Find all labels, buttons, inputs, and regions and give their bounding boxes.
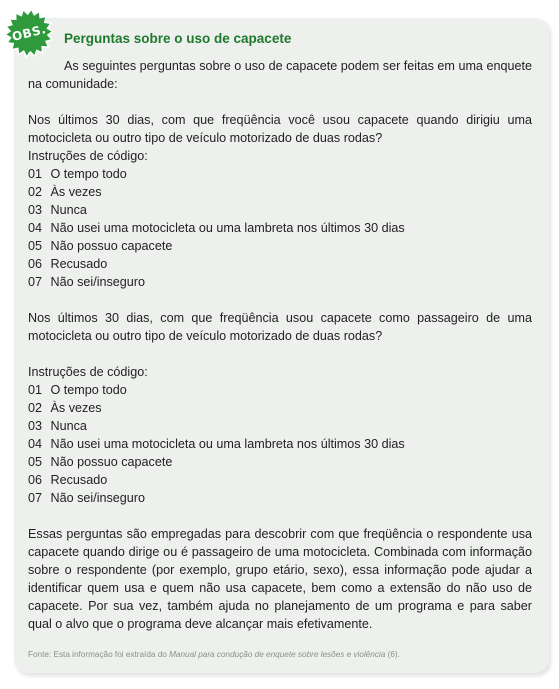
option-label: Recusado (50, 473, 108, 487)
list-item (28, 183, 532, 201)
option-label: O tempo todo (50, 383, 127, 397)
option-code: 07 (28, 491, 43, 505)
question-2-options (28, 381, 532, 507)
option-label: Nunca (50, 419, 87, 433)
intro-paragraph: As seguintes perguntas sobre o uso de capacete podem ser feitas em uma enquete na comunidade: (28, 59, 532, 91)
source-suffix: (6). (385, 650, 400, 659)
source-note (28, 650, 400, 659)
spacer (28, 291, 532, 309)
list-item (28, 435, 532, 453)
list-item (28, 417, 532, 435)
option-label: O tempo todo (50, 167, 127, 181)
list-item (28, 165, 532, 183)
option-code: 02 (28, 185, 43, 199)
option-label: Não usei uma motocicleta ou uma lambreta nos últimos 30 dias (50, 221, 405, 235)
content-body (28, 57, 532, 633)
spacer (28, 345, 532, 363)
option-code: 02 (28, 401, 43, 415)
option-code: 05 (28, 239, 43, 253)
source-manual-title: Manual para condução de enquete sobre lesões e violência (169, 650, 386, 659)
option-code: 07 (28, 275, 43, 289)
section-title: Perguntas sobre o uso de capacete (64, 31, 292, 46)
source-prefix: Fonte: Esta informação foi extraída do (28, 650, 170, 659)
option-code: 06 (28, 473, 43, 487)
conclusion-paragraph: Essas perguntas são empregadas para descobrir com que freqüência o respondente usa capacete quando dirige ou é passageiro de uma motocicleta. Combinada com informação sobre o respondente (por exemplo, grupo etário, sexo), essa informação pode ajudar a identificar quem usa e quem não usa capacete, bem como a extensão do não uso de capacete. Por sua vez, também ajuda no planejamento de um programa e para saber qual o alvo que o programa deve alcançar mais efetivamente. (28, 527, 532, 631)
list-item (28, 399, 532, 417)
option-code: 01 (28, 383, 43, 397)
list-item (28, 453, 532, 471)
option-label: Não possuo capacete (50, 239, 173, 253)
option-code: 04 (28, 221, 43, 235)
option-code: 03 (28, 419, 43, 433)
question-1-instructions: Instruções de código: (28, 149, 148, 163)
option-label: Não possuo capacete (50, 455, 173, 469)
spacer (28, 507, 532, 525)
list-item (28, 255, 532, 273)
list-item (28, 237, 532, 255)
list-item (28, 471, 532, 489)
option-label: Às vezes (50, 401, 102, 415)
list-item (28, 201, 532, 219)
option-label: Nunca (50, 203, 87, 217)
list-item (28, 381, 532, 399)
option-code: 06 (28, 257, 43, 271)
question-1-text: Nos últimos 30 dias, com que freqüência você usou capacete quando dirigiu uma motocicleta ou outro tipo de veículo motorizado de duas rodas? (28, 113, 532, 145)
badge-label: OBS. (10, 22, 48, 44)
spacer (28, 93, 532, 111)
option-label: Não sei/inseguro (50, 275, 146, 289)
question-1-options (28, 165, 532, 291)
question-2-instructions: Instruções de código: (28, 365, 148, 379)
option-label: Não usei uma motocicleta ou uma lambreta nos últimos 30 dias (50, 437, 405, 451)
list-item (28, 273, 532, 291)
option-label: Não sei/inseguro (50, 491, 146, 505)
option-code: 05 (28, 455, 43, 469)
option-label: Recusado (50, 257, 108, 271)
option-label: Às vezes (50, 185, 102, 199)
option-code: 01 (28, 167, 43, 181)
list-item (28, 219, 532, 237)
list-item (28, 489, 532, 507)
question-2-text: Nos últimos 30 dias, com que freqüência usou capacete como passageiro de uma motocicleta ou outro tipo de veículo motorizado de duas rodas? (28, 311, 532, 343)
option-code: 03 (28, 203, 43, 217)
option-code: 04 (28, 437, 43, 451)
